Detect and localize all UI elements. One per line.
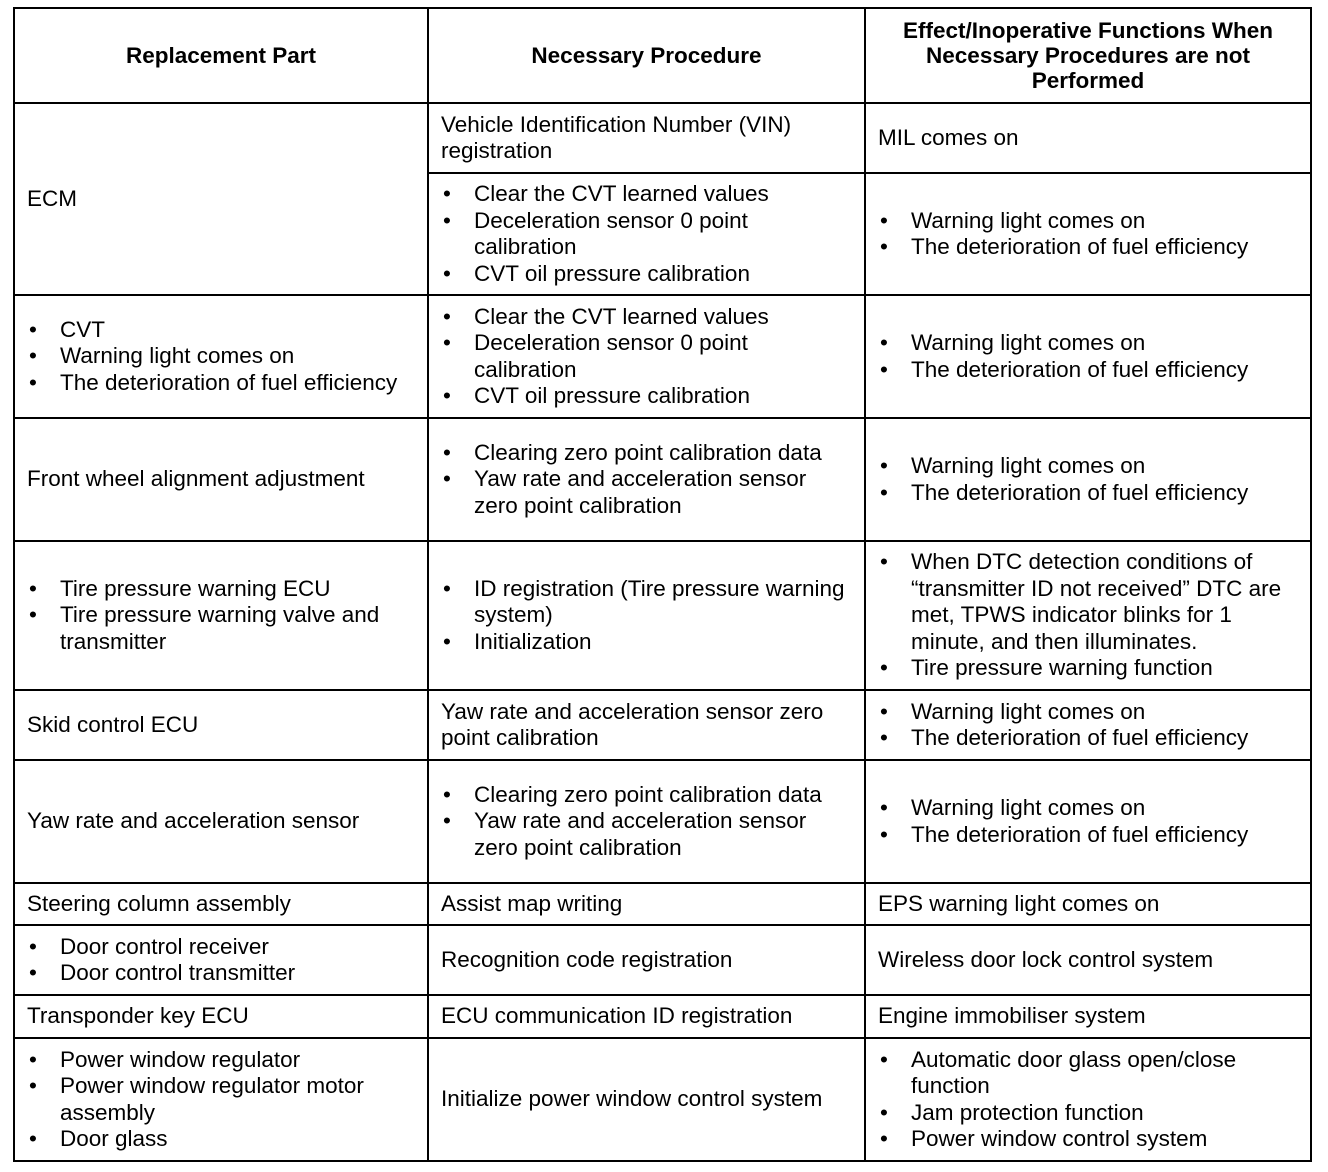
table-row-transponder — [14, 995, 1311, 1038]
part-cell — [14, 295, 428, 418]
bullet-icon: • — [880, 234, 888, 259]
procedure-cell: ECU communication ID registration — [428, 995, 865, 1038]
bullet-icon: • — [29, 602, 37, 628]
list-item: • Power window control system — [880, 1126, 1208, 1151]
list-item: • Warning light comes on — [880, 698, 1146, 724]
bullet-list — [878, 330, 1298, 383]
list-item: • The deterioration of fuel efficiency — [880, 725, 1249, 750]
bullet-icon: • — [880, 698, 888, 724]
bullet-list — [878, 699, 1298, 752]
bullet-icon: • — [880, 821, 888, 847]
part-cell: Transponder key ECU — [14, 995, 428, 1038]
table-row-ecm-vin — [14, 103, 1311, 173]
procedure-cell: Vehicle Identification Number (VIN) registration — [428, 103, 865, 173]
part-cell: Front wheel alignment adjustment — [14, 418, 428, 541]
bullet-icon: • — [443, 330, 451, 355]
list-item: • Door control transmitter — [29, 960, 296, 985]
list-item: • Deceleration sensor 0 point calibration — [443, 207, 748, 259]
table-row-wheel-alignment — [14, 418, 1311, 541]
bullet-icon: • — [880, 1046, 888, 1072]
bullet-list — [441, 304, 852, 410]
list-item: • Initialization — [443, 628, 592, 654]
list-item: • Door glass — [29, 1126, 168, 1151]
list-item: • CVT oil pressure calibration — [443, 383, 750, 408]
bullet-icon: • — [880, 725, 888, 750]
list-item: • ID registration (Tire pressure warning system) — [443, 575, 845, 628]
effect-cell: EPS warning light comes on — [865, 883, 1311, 925]
procedure-cell: Initialize power window control system — [428, 1038, 865, 1161]
header-necessary-procedure: Necessary Procedure — [428, 8, 865, 103]
bullet-list — [441, 440, 852, 520]
list-item: • When DTC detection conditions of “transmitter ID not received” DTC are met, TPWS indicator blinks for 1 minute, and then illuminates. — [880, 549, 1282, 654]
bullet-icon: • — [443, 260, 451, 286]
table-row-tire-pressure — [14, 541, 1311, 690]
procedure-cell — [428, 541, 865, 690]
table-row-cvt — [14, 295, 1311, 418]
bullet-icon: • — [880, 795, 888, 820]
bullet-icon: • — [443, 181, 451, 206]
bullet-icon: • — [880, 1126, 888, 1151]
table-row-power-window — [14, 1038, 1311, 1161]
list-item: • Yaw rate and acceleration sensor zero point calibration — [443, 466, 807, 518]
bullet-icon: • — [29, 1073, 37, 1098]
bullet-icon: • — [29, 1046, 37, 1072]
bullet-list — [27, 317, 415, 397]
list-item: • Warning light comes on — [880, 453, 1146, 478]
bullet-list — [27, 934, 415, 987]
list-item: • Tire pressure warning function — [880, 655, 1213, 681]
list-item: • Power window regulator motor assembly — [29, 1073, 364, 1125]
bullet-list — [878, 549, 1298, 682]
bullet-list — [441, 782, 852, 862]
list-item: • Power window regulator — [29, 1046, 301, 1072]
bullet-icon: • — [29, 575, 37, 601]
bullet-icon: • — [880, 207, 888, 233]
list-item: • Warning light comes on — [880, 795, 1146, 820]
bullet-icon: • — [443, 383, 451, 408]
procedure-cell: Yaw rate and acceleration sensor zero point calibration — [428, 690, 865, 760]
header-replacement-part: Replacement Part — [14, 8, 428, 103]
procedure-cell: Recognition code registration — [428, 925, 865, 995]
bullet-list — [441, 181, 852, 287]
effect-cell — [865, 418, 1311, 541]
bullet-icon: • — [29, 316, 37, 342]
table-row-door-control — [14, 925, 1311, 995]
bullet-list — [878, 1047, 1298, 1153]
list-item: • The deterioration of fuel efficiency — [29, 369, 398, 395]
list-item: • Tire pressure warning valve and transmitter — [29, 602, 380, 654]
bullet-list — [441, 576, 852, 656]
list-item: • Warning light comes on — [29, 343, 295, 369]
part-cell — [14, 925, 428, 995]
bullet-list — [27, 1047, 415, 1153]
bullet-icon: • — [880, 356, 888, 382]
list-item: • Automatic door glass open/close function — [880, 1046, 1237, 1098]
effect-cell — [865, 1038, 1311, 1161]
bullet-icon: • — [880, 549, 888, 575]
bullet-icon: • — [880, 1099, 888, 1125]
effect-cell — [865, 173, 1311, 295]
list-item: • The deterioration of fuel efficiency — [880, 821, 1249, 847]
bullet-icon: • — [443, 466, 451, 492]
bullet-icon: • — [29, 933, 37, 959]
list-item: • The deterioration of fuel efficiency — [880, 234, 1249, 259]
list-item: • Jam protection function — [880, 1099, 1144, 1125]
effect-cell: MIL comes on — [865, 103, 1311, 173]
bullet-icon: • — [29, 343, 37, 369]
list-item: • Warning light comes on — [880, 207, 1146, 233]
part-cell: ECM — [14, 103, 428, 295]
table-row-steering — [14, 883, 1311, 925]
effect-cell — [865, 760, 1311, 883]
bullet-icon: • — [443, 628, 451, 654]
part-cell: Steering column assembly — [14, 883, 428, 925]
list-item: • Yaw rate and acceleration sensor zero point calibration — [443, 808, 807, 860]
procedure-cell — [428, 295, 865, 418]
procedure-cell: Assist map writing — [428, 883, 865, 925]
list-item: • Tire pressure warning ECU — [29, 575, 331, 601]
bullet-icon: • — [443, 781, 451, 807]
list-item: • Warning light comes on — [880, 330, 1146, 355]
bullet-icon: • — [29, 369, 37, 395]
bullet-icon: • — [880, 655, 888, 681]
table-row-yaw-rate — [14, 760, 1311, 883]
procedure-cell — [428, 760, 865, 883]
list-item: • The deterioration of fuel efficiency — [880, 356, 1249, 382]
bullet-icon: • — [443, 439, 451, 465]
bullet-icon: • — [880, 453, 888, 478]
bullet-icon: • — [443, 808, 451, 834]
part-cell: Yaw rate and acceleration sensor — [14, 760, 428, 883]
header-effect: Effect/Inoperative Functions When Necessary Procedures are not Performed — [865, 8, 1311, 103]
effect-cell: Engine immobiliser system — [865, 995, 1311, 1038]
bullet-icon: • — [443, 207, 451, 233]
bullet-icon: • — [880, 479, 888, 505]
bullet-icon: • — [29, 960, 37, 985]
procedure-cell — [428, 173, 865, 295]
part-cell: Skid control ECU — [14, 690, 428, 760]
list-item: • Clearing zero point calibration data — [443, 781, 822, 807]
bullet-list — [27, 576, 415, 656]
list-item: • Clear the CVT learned values — [443, 303, 769, 329]
effect-cell — [865, 541, 1311, 690]
effect-cell — [865, 690, 1311, 760]
replacement-procedure-table — [13, 7, 1312, 1162]
list-item: • Deceleration sensor 0 point calibration — [443, 330, 748, 382]
part-cell — [14, 1038, 428, 1161]
bullet-list — [878, 795, 1298, 848]
header-row — [14, 8, 1311, 103]
bullet-icon: • — [29, 1126, 37, 1151]
list-item: • Clearing zero point calibration data — [443, 439, 822, 465]
bullet-icon: • — [443, 575, 451, 601]
list-item: • Door control receiver — [29, 933, 269, 959]
bullet-list — [878, 453, 1298, 506]
bullet-list — [878, 208, 1298, 261]
list-item: • Clear the CVT learned values — [443, 181, 769, 206]
part-cell — [14, 541, 428, 690]
list-item: • CVT — [29, 316, 105, 342]
procedure-cell — [428, 418, 865, 541]
bullet-icon: • — [880, 330, 888, 355]
effect-cell — [865, 295, 1311, 418]
list-item: • CVT oil pressure calibration — [443, 260, 750, 286]
bullet-icon: • — [443, 303, 451, 329]
list-item: • The deterioration of fuel efficiency — [880, 479, 1249, 505]
table-row-skid-control — [14, 690, 1311, 760]
effect-cell: Wireless door lock control system — [865, 925, 1311, 995]
